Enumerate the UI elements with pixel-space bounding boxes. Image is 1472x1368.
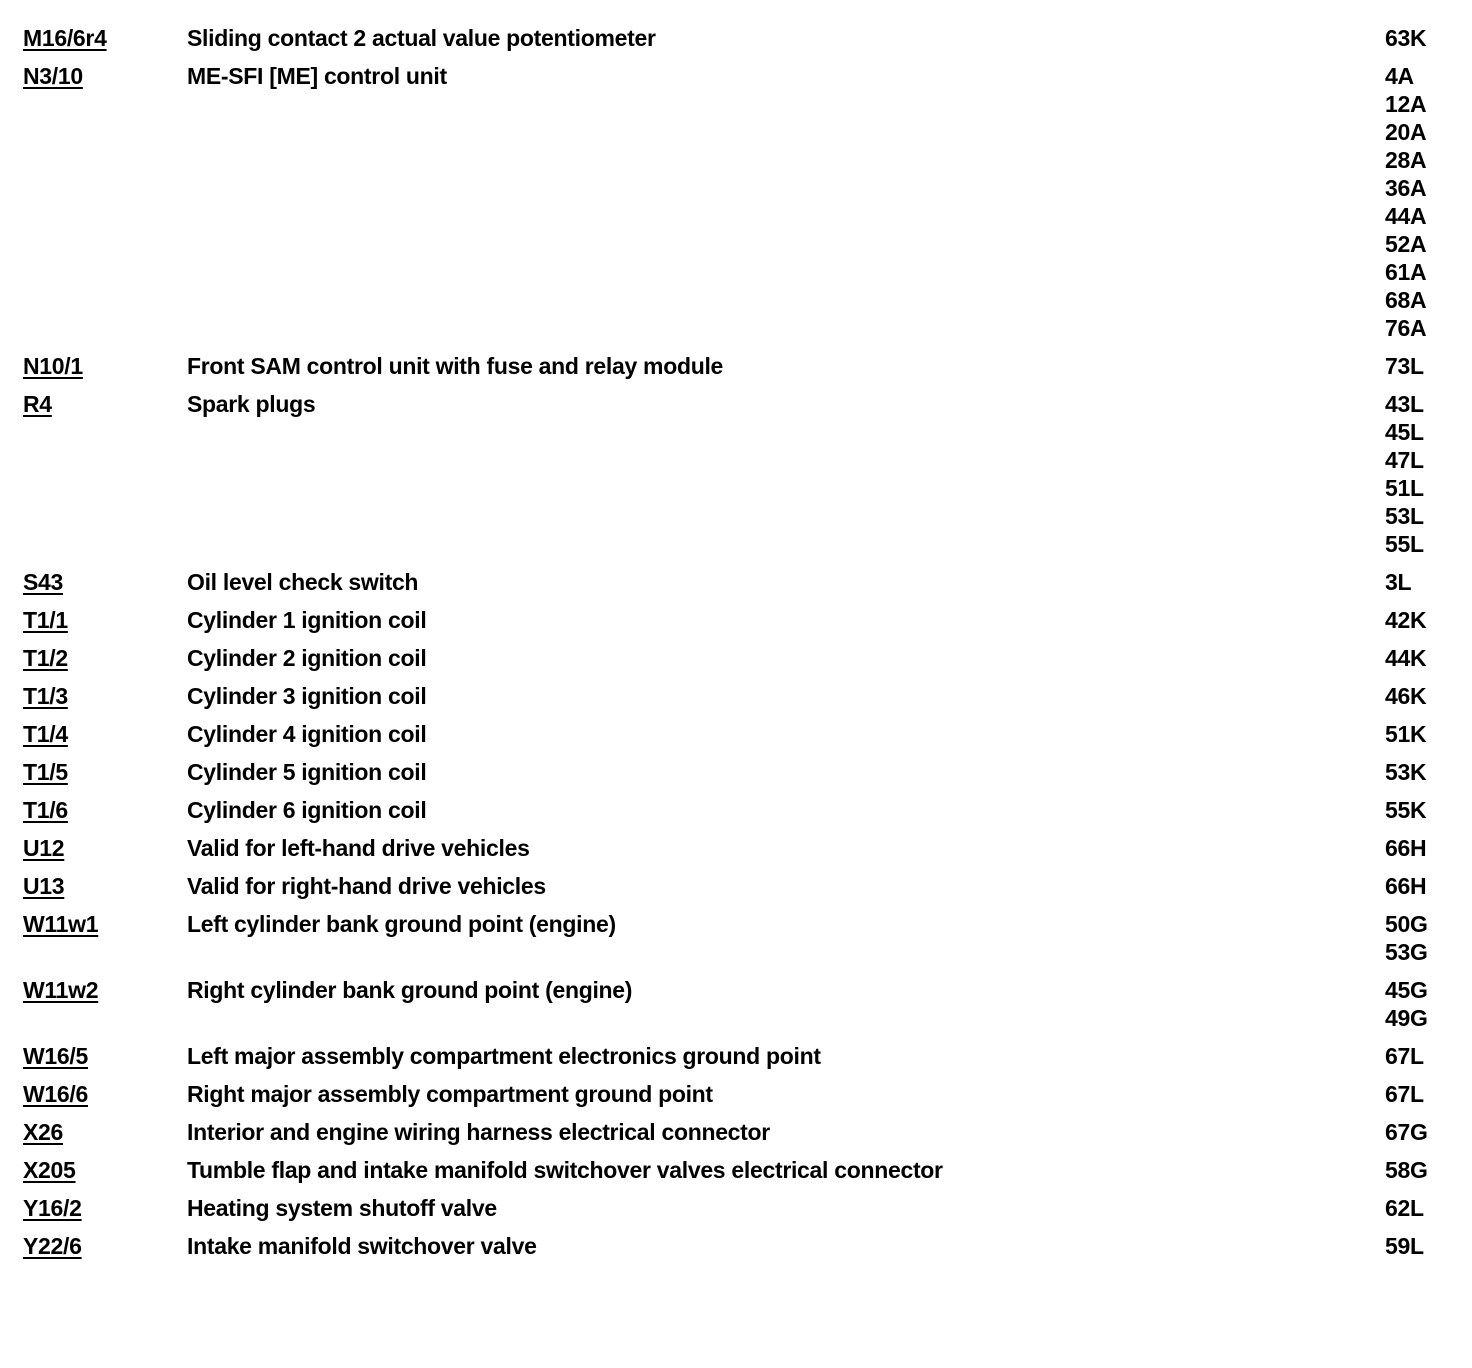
component-code-link[interactable]: T1/1 [23, 607, 68, 633]
component-code-link[interactable]: T1/6 [23, 797, 68, 823]
component-description: Heating system shutoff valve [187, 1195, 497, 1221]
legend-row [0, 796, 1472, 824]
component-description: Right major assembly compartment ground point [187, 1081, 713, 1107]
component-code-link[interactable]: T1/3 [23, 683, 68, 709]
grid-coordinates [1385, 1080, 1455, 1108]
grid-coordinates [1385, 1042, 1455, 1070]
component-code-link[interactable]: X205 [23, 1157, 76, 1183]
component-description: ME-SFI [ME] control unit [187, 63, 447, 89]
component-description: Cylinder 4 ignition coil [187, 721, 427, 747]
grid-coordinate: 55K [1385, 797, 1427, 823]
grid-coordinates [1385, 720, 1455, 748]
grid-coordinate: 51K [1385, 721, 1427, 747]
grid-coordinate: 67L [1385, 1043, 1424, 1069]
grid-coordinates [1385, 976, 1455, 1032]
grid-coordinate: 49G [1385, 1005, 1428, 1031]
grid-coordinate: 42K [1385, 607, 1427, 633]
component-code-link[interactable]: N3/10 [23, 63, 83, 89]
component-code-link[interactable]: W11w2 [23, 977, 99, 1003]
grid-coordinate: 53L [1385, 503, 1424, 529]
component-description: Oil level check switch [187, 569, 419, 595]
component-code-link[interactable]: N10/1 [23, 353, 83, 379]
grid-coordinate: 43L [1385, 391, 1424, 417]
grid-coordinate: 73L [1385, 353, 1424, 379]
component-description: Spark plugs [187, 391, 316, 417]
legend-row [0, 910, 1472, 966]
component-code-link[interactable]: Y22/6 [23, 1233, 82, 1259]
grid-coordinates [1385, 568, 1455, 596]
grid-coordinate: 76A [1385, 315, 1427, 341]
legend-row [0, 834, 1472, 862]
grid-coordinate: 62L [1385, 1195, 1424, 1221]
grid-coordinate: 47L [1385, 447, 1424, 473]
legend-row [0, 1232, 1472, 1260]
component-description: Interior and engine wiring harness electrical connector [187, 1119, 770, 1145]
legend-row [0, 1194, 1472, 1222]
legend-row [0, 1156, 1472, 1184]
component-description: Cylinder 6 ignition coil [187, 797, 427, 823]
grid-coordinate: 28A [1385, 147, 1427, 173]
legend-row [0, 682, 1472, 710]
grid-coordinate: 66H [1385, 835, 1427, 861]
legend-row [0, 390, 1472, 558]
component-code-link[interactable]: U13 [23, 873, 65, 899]
grid-coordinate: 66H [1385, 873, 1427, 899]
grid-coordinates [1385, 872, 1455, 900]
component-code-link[interactable]: W16/5 [23, 1043, 88, 1069]
grid-coordinate: 44K [1385, 645, 1427, 671]
component-description: Cylinder 1 ignition coil [187, 607, 427, 633]
grid-coordinate: 36A [1385, 175, 1427, 201]
legend-row [0, 720, 1472, 748]
grid-coordinates [1385, 796, 1455, 824]
grid-coordinates [1385, 1156, 1455, 1184]
component-description: Valid for right-hand drive vehicles [187, 873, 546, 899]
grid-coordinates [1385, 24, 1455, 52]
grid-coordinates [1385, 1232, 1455, 1260]
legend-row [0, 1080, 1472, 1108]
component-code-link[interactable]: W11w1 [23, 911, 99, 937]
legend-row [0, 1042, 1472, 1070]
component-code-link[interactable]: U12 [23, 835, 65, 861]
grid-coordinates [1385, 390, 1455, 558]
component-description: Cylinder 5 ignition coil [187, 759, 427, 785]
grid-coordinates [1385, 758, 1455, 786]
grid-coordinate: 55L [1385, 531, 1424, 557]
legend-row [0, 872, 1472, 900]
legend-row [0, 644, 1472, 672]
legend-row [0, 62, 1472, 342]
component-description: Left major assembly compartment electronics ground point [187, 1043, 821, 1069]
component-legend [0, 24, 1472, 1270]
component-description: Front SAM control unit with fuse and relay module [187, 353, 724, 379]
grid-coordinate: 4A [1385, 63, 1414, 89]
component-code-link[interactable]: X26 [23, 1119, 64, 1145]
component-code-link[interactable]: S43 [23, 569, 64, 595]
legend-row [0, 1118, 1472, 1146]
grid-coordinate: 53G [1385, 939, 1428, 965]
grid-coordinates [1385, 1118, 1455, 1146]
grid-coordinate: 61A [1385, 259, 1427, 285]
grid-coordinates [1385, 1194, 1455, 1222]
grid-coordinate: 3L [1385, 569, 1412, 595]
grid-coordinate: 63K [1385, 25, 1427, 51]
component-code-link[interactable]: T1/2 [23, 645, 68, 671]
component-code-link[interactable]: Y16/2 [23, 1195, 82, 1221]
grid-coordinates [1385, 352, 1455, 380]
grid-coordinate: 67L [1385, 1081, 1424, 1107]
legend-row [0, 24, 1472, 52]
component-code-link[interactable]: R4 [23, 391, 52, 417]
component-description: Sliding contact 2 actual value potentiometer [187, 25, 656, 51]
grid-coordinate: 68A [1385, 287, 1427, 313]
grid-coordinate: 20A [1385, 119, 1427, 145]
grid-coordinates [1385, 682, 1455, 710]
component-code-link[interactable]: M16/6r4 [23, 25, 107, 51]
grid-coordinate: 58G [1385, 1157, 1428, 1183]
component-description: Tumble flap and intake manifold switchover valves electrical connector [187, 1157, 943, 1183]
grid-coordinates [1385, 910, 1455, 966]
grid-coordinate: 59L [1385, 1233, 1424, 1259]
component-code-link[interactable]: T1/4 [23, 721, 68, 747]
component-description: Cylinder 2 ignition coil [187, 645, 427, 671]
grid-coordinate: 45G [1385, 977, 1428, 1003]
grid-coordinates [1385, 834, 1455, 862]
component-description: Cylinder 3 ignition coil [187, 683, 427, 709]
grid-coordinate: 50G [1385, 911, 1428, 937]
component-description: Intake manifold switchover valve [187, 1233, 537, 1259]
component-code-link[interactable]: W16/6 [23, 1081, 88, 1107]
component-description: Right cylinder bank ground point (engine) [187, 977, 633, 1003]
grid-coordinate: 46K [1385, 683, 1427, 709]
legend-row [0, 352, 1472, 380]
legend-row [0, 758, 1472, 786]
grid-coordinate: 52A [1385, 231, 1427, 257]
component-description: Left cylinder bank ground point (engine) [187, 911, 616, 937]
legend-row [0, 976, 1472, 1032]
grid-coordinates [1385, 606, 1455, 634]
grid-coordinate: 44A [1385, 203, 1427, 229]
legend-row [0, 606, 1472, 634]
grid-coordinates [1385, 62, 1455, 342]
grid-coordinate: 45L [1385, 419, 1424, 445]
legend-row [0, 568, 1472, 596]
component-code-link[interactable]: T1/5 [23, 759, 68, 785]
grid-coordinate: 12A [1385, 91, 1427, 117]
grid-coordinate: 51L [1385, 475, 1424, 501]
component-description: Valid for left-hand drive vehicles [187, 835, 530, 861]
grid-coordinate: 67G [1385, 1119, 1428, 1145]
grid-coordinate: 53K [1385, 759, 1427, 785]
grid-coordinates [1385, 644, 1455, 672]
